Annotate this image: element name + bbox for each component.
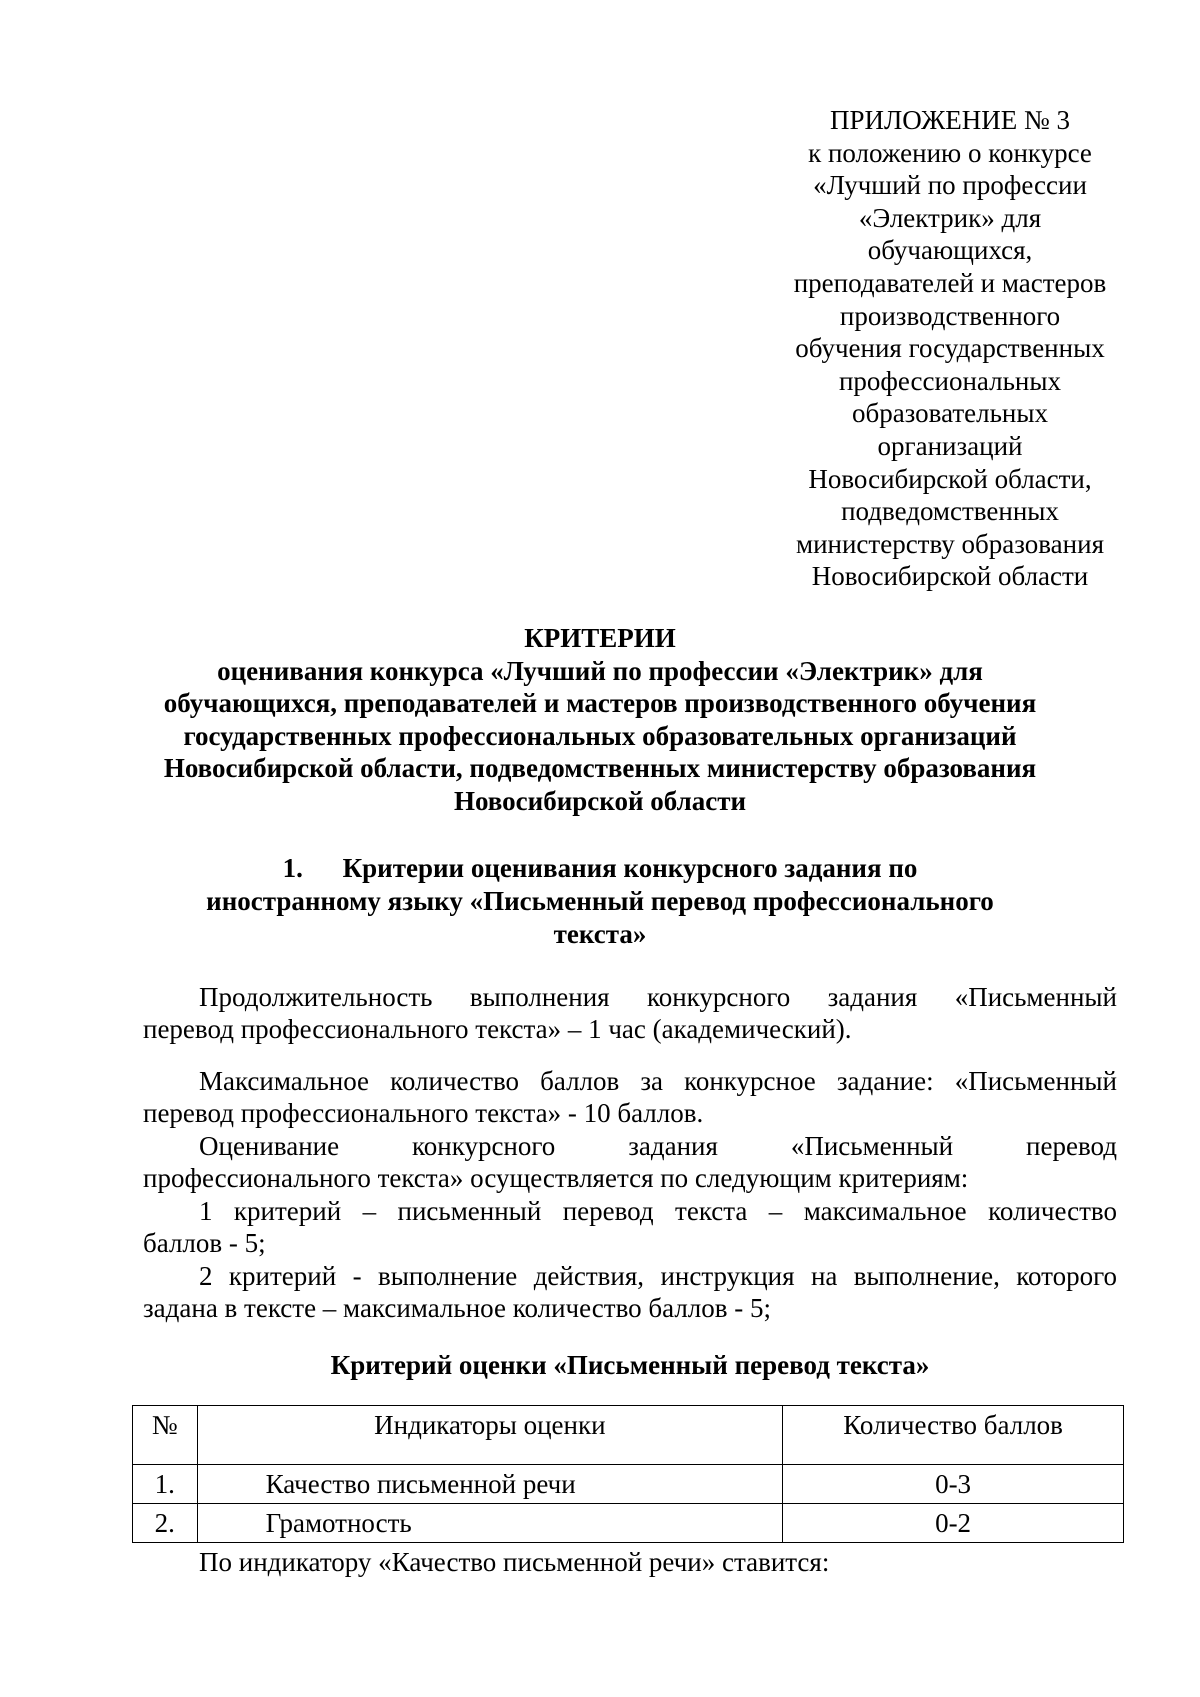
row-points: 0-3: [783, 1465, 1124, 1504]
appendix-line: организаций: [877, 430, 1023, 461]
paragraph-justified-line: [143, 1130, 1117, 1162]
paragraph-evaluation: [143, 1130, 1117, 1195]
appendix-line: Новосибирской области: [811, 561, 1089, 592]
appendix-line: «Лучший по профессии: [813, 170, 1087, 201]
table-row: [133, 1504, 1124, 1543]
section-number: 1.: [282, 853, 303, 883]
row-points: 0-2: [783, 1504, 1124, 1543]
paragraph-text: Продолжительность выполнения конкурсного задания «Письменный: [199, 982, 1117, 1012]
paragraph-max-score: [143, 1065, 1117, 1130]
closing-paragraph: По индикатору «Качество письменной речи» ставится:: [199, 1547, 830, 1577]
table-header-row: [133, 1406, 1124, 1465]
appendix-line: обучения государственных: [795, 333, 1105, 364]
column-header-number: №: [133, 1406, 198, 1465]
appendix-line: к положению о конкурсе: [808, 137, 1092, 168]
appendix-header: [770, 104, 1130, 593]
document-title: [130, 622, 1070, 818]
title-line: обучающихся, преподавателей и мастеров производственного обучения: [163, 688, 1037, 719]
appendix-line: профессиональных: [838, 365, 1062, 396]
paragraph-text: Максимальное количество баллов за конкурсное задание: «Письменный: [199, 1066, 1117, 1096]
paragraph-duration: [143, 981, 1117, 1046]
title-line: оценивания конкурса «Лучший по профессии «Электрик» для: [217, 655, 983, 686]
appendix-line: образовательных: [851, 398, 1049, 429]
row-number: 2.: [133, 1504, 198, 1543]
section-title-line: иностранному языку «Письменный перевод профессионального: [206, 886, 994, 916]
paragraph-text: Оценивание конкурсного задания «Письменный перевод: [199, 1131, 1117, 1161]
appendix-line: обучающихся,: [867, 235, 1033, 266]
paragraph-text: 1 критерий – письменный перевод текста – максимальное количество: [199, 1196, 1117, 1226]
title-line: Новосибирской области, подведомственных министерству образования: [163, 753, 1037, 784]
section-title-line: текста»: [553, 919, 647, 949]
section-heading: [130, 852, 1070, 951]
section-title-line: Критерии оценивания конкурсного задания по: [342, 853, 918, 883]
paragraph-text: профессионального текста» осуществляется по следующим критериям:: [143, 1163, 969, 1194]
appendix-line: преподавателей и мастеров: [793, 267, 1107, 298]
paragraph-criterion-2: [143, 1260, 1117, 1325]
title-line: государственных профессиональных образовательных организаций: [183, 720, 1017, 751]
paragraph-text: баллов - 5;: [143, 1228, 266, 1259]
paragraph-criterion-1: [143, 1195, 1117, 1260]
criteria-table: [132, 1405, 1124, 1543]
appendix-line: ПРИЛОЖЕНИЕ № 3: [829, 105, 1071, 135]
title-heading: КРИТЕРИИ: [524, 623, 676, 653]
row-indicator: Грамотность: [197, 1504, 783, 1543]
appendix-line: «Электрик» для: [858, 202, 1042, 233]
appendix-line: подведомственных: [841, 496, 1059, 527]
paragraph-text: перевод профессионального текста» – 1 час (академический).: [143, 1014, 852, 1045]
appendix-line: Новосибирской области,: [808, 463, 1092, 494]
column-header-points: Количество баллов: [783, 1406, 1124, 1465]
table-title: Критерий оценки «Письменный перевод текста»: [330, 1350, 930, 1380]
paragraph-text: 2 критерий - выполнение действия, инструкция на выполнение, которого: [199, 1261, 1117, 1291]
paragraph-text: задана в тексте – максимальное количество баллов - 5;: [143, 1293, 772, 1324]
row-indicator: Качество письменной речи: [197, 1465, 783, 1504]
paragraph-text: перевод профессионального текста» - 10 баллов.: [143, 1098, 704, 1129]
appendix-line: министерству образования: [796, 528, 1104, 559]
column-header-indicators: Индикаторы оценки: [197, 1406, 783, 1465]
appendix-line: производственного: [839, 300, 1061, 331]
table-row: [133, 1465, 1124, 1504]
row-number: 1.: [133, 1465, 198, 1504]
title-line: Новосибирской области: [453, 785, 747, 816]
